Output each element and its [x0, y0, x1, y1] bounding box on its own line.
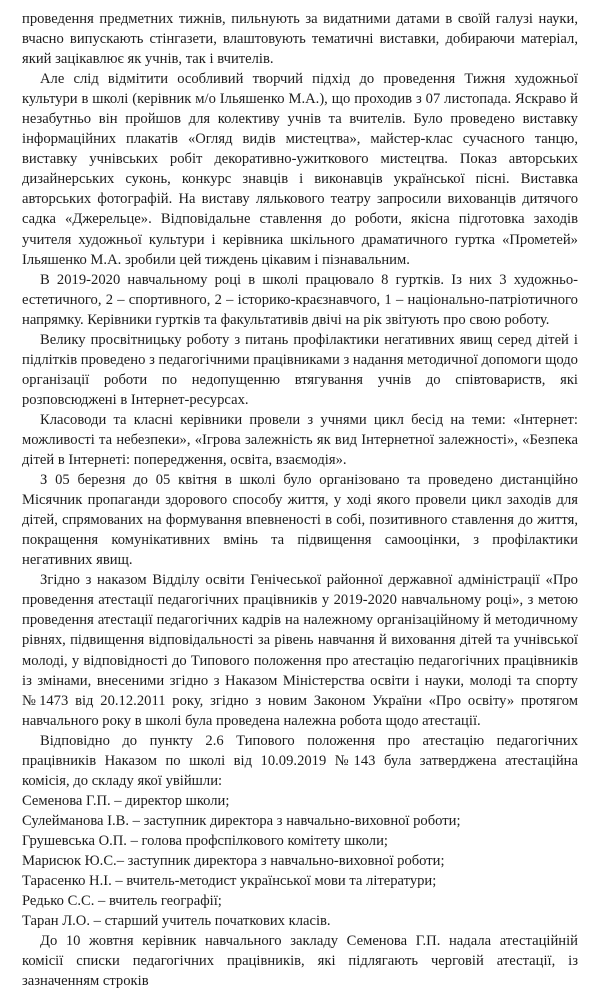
closing-paragraph-clip [22, 931, 578, 991]
paragraph-2: Але слід відмітити особливий творчий підхід до проведення Тижня художньої культури в школі (керівник м/о Ільяшенко М.А.), що проходив з 07 листопада. Яскраво й незабутньо він пройшов для колективу учнів та вчителів. Було проведено виставку інформаційних плакатів «Огляд видів мистецтва», майстер-клас сучасного танцю, виставку учнівських робіт декоративно-ужиткового мистецтва. Показ авторських дизайнерських суконь, конкурс знавців і виконавців української пісні. Виставка авторських фотографій. На виставу лялькового театру запросили вихованців дитячого садка «Джерельце». Відповідальне ставлення до роботи, якісна підготовка заходів учителя художньої культури і керівника шкільного драматичного гуртка «Прометей» Ільяшенко М.А. зробили цей тиждень цікавим і пізнавальним. [22, 71, 578, 268]
list-item: Сулейманова І.В. – заступник директора з навчально-виховної роботи; [22, 812, 461, 829]
committee-member-list [22, 791, 578, 931]
document-body [22, 9, 578, 991]
paragraph-8: Відповідно до пункту 2.6 Типового положення про атестацію педагогічних працівників Наказом по школі від 10.09.2019 №143 була затверджена атестаційна комісія, до складу якої увійшли: [22, 732, 578, 789]
paragraph-7: Згідно з наказом Відділу освіти Генічеської районної державної адміністрації «Про проведення атестації педагогічних працівників у 2019-2020 навчальному році», з метою проведення атестації педагогічних кадрів на належному організаційному й методичному рівнях, підвищення відповідальності за рівень навчання й виховання дітей та учнівської молоді, у відповідності до Типового положення про атестацію педагогічних працівників із змінами, внесеними згідно з Наказом Міністерства освіти і науки, молоді та спорту №1473 від 20.12.2011 року, згідно з новим Законом України «Про освіту» протягом навчального року в школі була проведена належна робота щодо атестації. [22, 572, 578, 729]
paragraph-1: проведення предметних тижнів, пильнують за видатними датами в своїй галузі науки, вчасно випускають стінгазети, влаштовують тематичні виставки, добираючи матеріал, який зацікавлює як учнів, так і вчителів. [22, 11, 578, 68]
paragraph-5: Класоводи та класні керівники провели з учнями цикл бесід на теми: «Інтернет: можливості та небезпеки», «Ігрова залежність як вид Інтернетної залежності», «Безпека дітей в Інтернеті: попередження, освіта, взаємодія». [22, 411, 578, 469]
list-item: Редько С.С. – вчитель географії; [22, 893, 222, 910]
closing-paragraph: До 10 жовтня керівник навчального закладу Семенова Г.П. надала атестаційній комісії списки педагогічних працівників, які підлягають черговій атестації, із зазначенням строків [22, 933, 578, 990]
list-item: Тарасенко Н.І. – вчитель-методист української мови та літератури; [22, 873, 437, 890]
list-item: Грушевська О.П. – голова профспілкового комітету школи; [22, 832, 388, 849]
paragraph-4: Велику просвітницьку роботу з питань профілактики негативних явищ серед дітей і підлітків проведено з педагогічними працівниками з надання методичної допомоги щодо організації роботи по недопущенню втягування учнів до співтовариств, які розповсюджені в Інтернет-ресурсах. [22, 331, 578, 408]
paragraph-3: В 2019-2020 навчальному році в школі працювало 8 гуртків. Із них 3 художньо-естетичного, 2 – спортивного, 2 – історико-краєзнавчого, 1 – національно-патріотичного напрямку. Керівники гуртків та факультативів двічі на рік звітують про свою роботу. [22, 271, 578, 328]
list-item: Семенова Г.П. – директор школи; [22, 792, 230, 809]
paragraph-6: З 05 березня до 05 квітня в школі було організовано та проведено дистанційно Місячник пропаганди здорового способу життя, у ході якого провели цикл заходів для дітей, спрямованих на формування впевненості в собі, позитивного ставлення до життя, покращення комунікативних вмінь та підвищення самооцінки, з профілактики негативних явищ. [22, 472, 578, 569]
list-item: Таран Л.О. – старший учитель початкових класів. [22, 913, 331, 930]
list-item: Марисюк Ю.С.– заступник директора з навчально-виховної роботи; [22, 852, 445, 869]
